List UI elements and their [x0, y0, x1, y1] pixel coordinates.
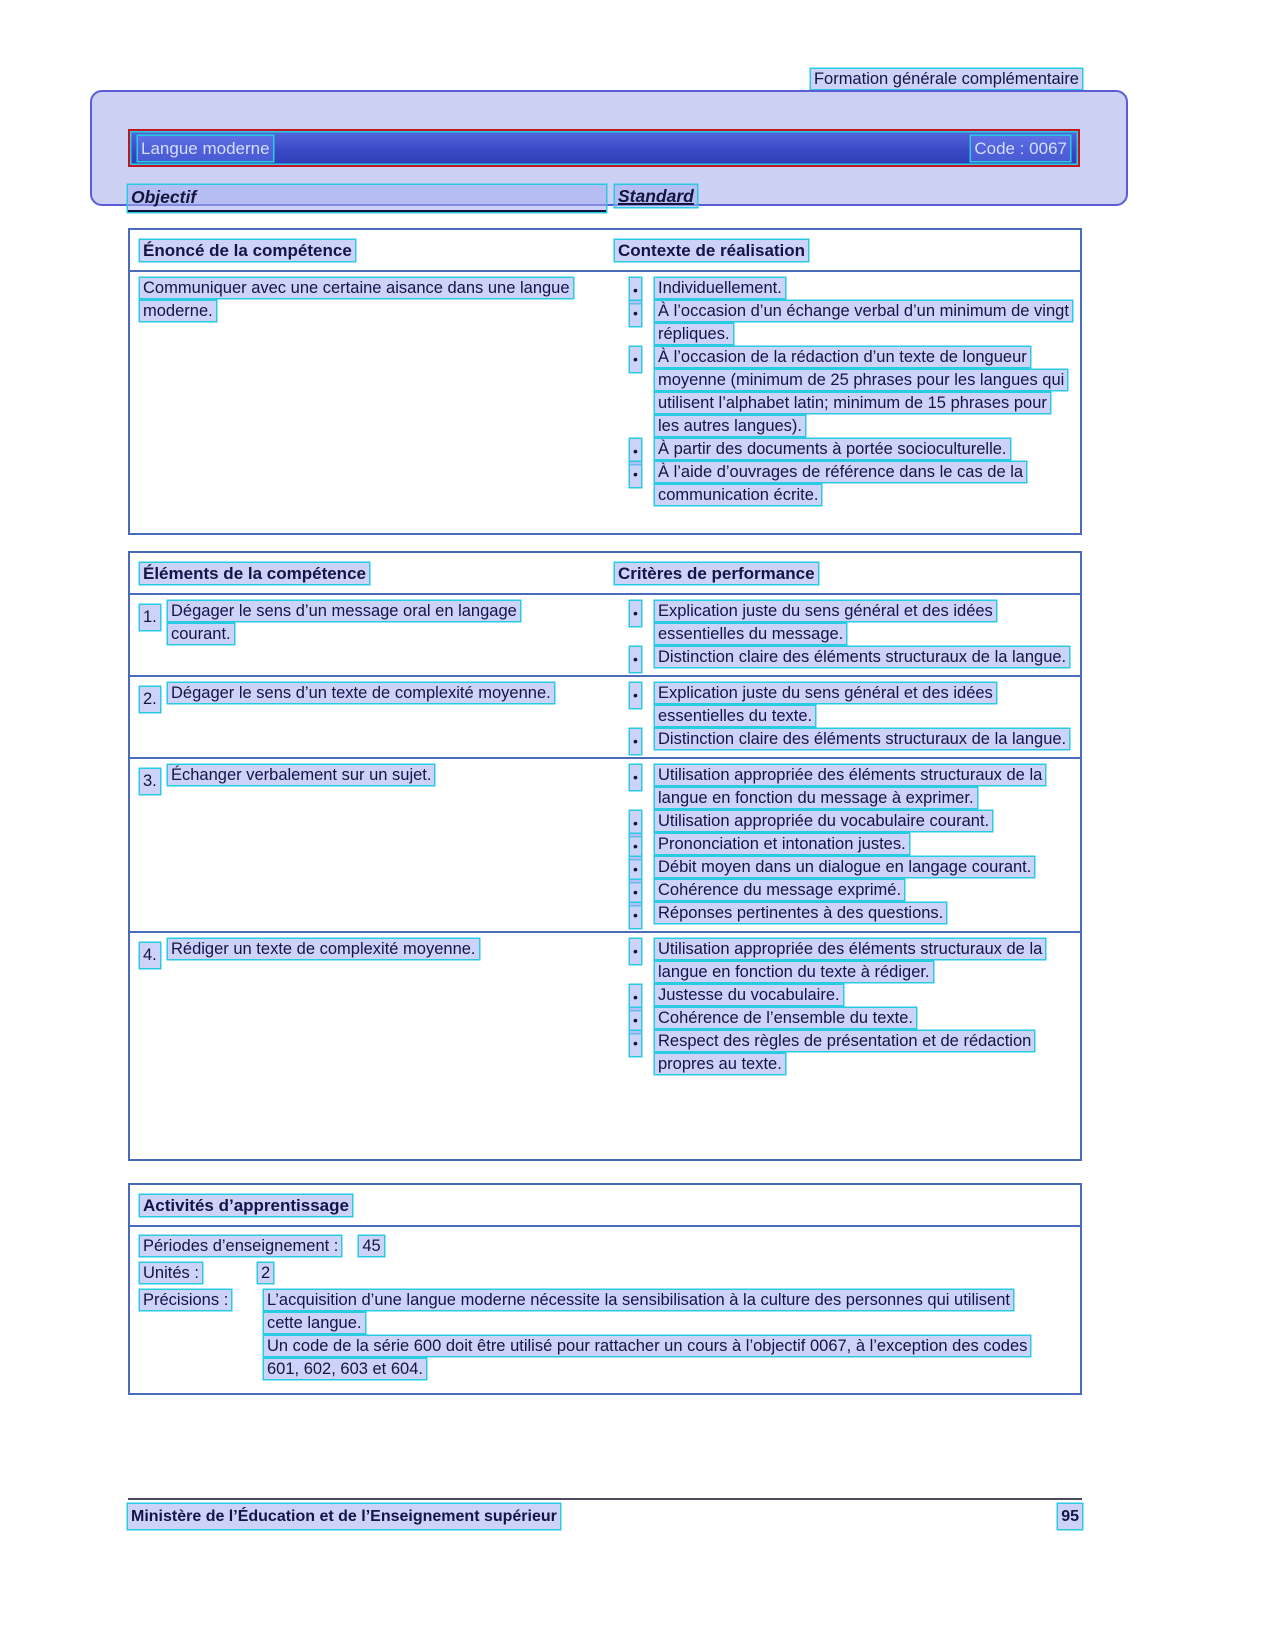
- critere-text: Prononciation et intonation justes.: [655, 834, 909, 854]
- bullet-icon: •: [630, 301, 641, 326]
- element-cell: [130, 938, 615, 1076]
- element-number: 1.: [140, 605, 160, 630]
- critere-text: Utilisation appropriée du vocabulaire courant.: [655, 811, 992, 831]
- element-number: 3.: [140, 769, 160, 794]
- element-text: Échanger verbalement sur un sujet.: [168, 765, 434, 785]
- precisions-label: Précisions :: [140, 1290, 231, 1310]
- bullet-icon: •: [630, 347, 641, 372]
- critere-item: [615, 938, 1070, 984]
- elements-header-right-cell: [615, 562, 1080, 585]
- contexte-cell: [615, 277, 1080, 507]
- criteres-cell: [615, 600, 1080, 669]
- critere-item: [615, 1030, 1070, 1076]
- critere-text: Cohérence de l’ensemble du texte.: [655, 1008, 916, 1028]
- course-code: Code : 0067: [971, 136, 1070, 161]
- competence-cell: [130, 277, 615, 507]
- critere-text: Distinction claire des éléments structuraux de la langue.: [655, 729, 1069, 749]
- header-right-text: Formation générale complémentaire: [811, 69, 1082, 89]
- page-header: [128, 68, 1082, 91]
- elements-header-left-cell: [130, 562, 615, 585]
- critere-item: [615, 600, 1070, 646]
- footer-ministry-text: Ministère de l’Éducation et de l’Enseignement supérieur: [128, 1504, 560, 1529]
- activites-header: Activités d’apprentissage: [140, 1195, 352, 1216]
- element-cell: [130, 600, 615, 669]
- bullet-icon: •: [630, 439, 641, 464]
- critere-text: Respect des règles de présentation et de rédaction propres au texte.: [655, 1031, 1034, 1074]
- elements-table: [128, 551, 1082, 1161]
- critere-text: Débit moyen dans un dialogue en langage courant.: [655, 857, 1034, 877]
- precisions-text: Un code de la série 600 doit être utilisé pour rattacher un cours à l’objectif 0067, à l’exception des codes 601, 602, 603 et 604.: [264, 1336, 1030, 1379]
- critere-item: [615, 856, 1070, 879]
- periodes-value-cell: [359, 1235, 383, 1258]
- contexte-item: [615, 461, 1070, 507]
- criteres-list: [615, 764, 1070, 925]
- precisions-content: [264, 1289, 1034, 1381]
- element-row-4: [130, 931, 1080, 1082]
- bullet-icon: •: [630, 647, 641, 672]
- course-title-bar: [128, 129, 1080, 167]
- precisions-paragraph: [264, 1289, 1034, 1335]
- contexte-item: [615, 346, 1070, 438]
- precisions-label-cell: [130, 1289, 264, 1381]
- criteres-list: [615, 938, 1070, 1076]
- critere-text: Réponses pertinentes à des questions.: [655, 903, 946, 923]
- critere-text: Explication juste du sens général et des idées essentielles du message.: [655, 601, 996, 644]
- bullet-icon: •: [630, 880, 641, 905]
- bullet-icon: •: [630, 278, 641, 303]
- critere-text: Justesse du vocabulaire.: [655, 985, 843, 1005]
- bullet-icon: •: [630, 1008, 641, 1033]
- activites-header-row: [130, 1185, 1080, 1227]
- course-title: Langue moderne: [138, 136, 273, 161]
- criteres-list: [615, 600, 1070, 669]
- bullet-icon: •: [630, 857, 641, 882]
- heading-standard: Standard: [615, 185, 697, 207]
- element-text: Rédiger un texte de complexité moyenne.: [168, 939, 479, 959]
- bullet-icon: •: [630, 939, 641, 964]
- contexte-item: [615, 438, 1070, 461]
- heading-objectif: Objectif: [128, 185, 606, 212]
- critere-item: [615, 728, 1070, 751]
- contexte-item-text: À partir des documents à portée socioculturelle.: [655, 439, 1010, 459]
- unites-label-cell: [130, 1262, 202, 1285]
- critere-text: Utilisation appropriée des éléments structuraux de la langue en fonction du message à exprimer.: [655, 765, 1045, 808]
- criteres-cell: [615, 764, 1080, 925]
- bullet-icon: •: [630, 903, 641, 928]
- bullet-icon: •: [630, 765, 641, 790]
- critere-text: Utilisation appropriée des éléments structuraux de la langue en fonction du texte à rédiger.: [655, 939, 1045, 982]
- element-text: Dégager le sens d’un texte de complexité moyenne.: [168, 683, 554, 703]
- element-row-3: [130, 757, 1080, 931]
- precisions-row: [130, 1287, 1080, 1383]
- element-cell: [130, 682, 615, 751]
- unites-label: Unités :: [140, 1263, 202, 1283]
- section-headings-row: [128, 185, 1082, 212]
- critere-text: Distinction claire des éléments structuraux de la langue.: [655, 647, 1069, 667]
- contexte-item-text: À l’occasion de la rédaction d’un texte de longueur moyenne (minimum de 25 phrases pour les langues qui utilisent l’alphabet latin; minimum de 15 phrases pour les autres langues).: [655, 347, 1067, 436]
- element-number: 4.: [140, 943, 160, 968]
- enonce-table-header-row: [130, 230, 1080, 272]
- criteres-cell: [615, 682, 1080, 751]
- critere-item: [615, 1007, 1070, 1030]
- critere-item: [615, 984, 1070, 1007]
- bullet-icon: •: [630, 462, 641, 487]
- unites-row: [130, 1260, 1080, 1287]
- criteres-cell: [615, 938, 1080, 1076]
- periodes-value: 45: [359, 1236, 383, 1256]
- periodes-label: Périodes d’enseignement :: [140, 1236, 341, 1256]
- enonce-header-left-cell: [130, 239, 615, 262]
- critere-item: [615, 646, 1070, 669]
- heading-standard-cell: [615, 185, 697, 212]
- elements-header-left: Éléments de la compétence: [140, 563, 369, 584]
- bullet-icon: •: [630, 811, 641, 836]
- critere-item: [615, 879, 1070, 902]
- critere-text: Explication juste du sens général et des idées essentielles du texte.: [655, 683, 996, 726]
- bullet-icon: •: [630, 834, 641, 859]
- precisions-paragraph: [264, 1335, 1034, 1381]
- critere-item: [615, 902, 1070, 925]
- bullet-icon: •: [630, 683, 641, 708]
- contexte-item-text: À l’occasion d’un échange verbal d’un minimum de vingt répliques.: [655, 301, 1072, 344]
- critere-item: [615, 682, 1070, 728]
- critere-text: Cohérence du message exprimé.: [655, 880, 904, 900]
- unites-value: 2: [258, 1263, 273, 1283]
- enonce-table: [128, 228, 1082, 535]
- periodes-row: [130, 1233, 1080, 1260]
- periodes-label-cell: [130, 1235, 341, 1258]
- contexte-item-text: Individuellement.: [655, 278, 785, 298]
- unites-value-cell: [258, 1262, 273, 1285]
- footer-page-number: 95: [1058, 1504, 1082, 1529]
- enonce-header-right-cell: [615, 239, 1080, 262]
- precisions-text: L’acquisition d’une langue moderne nécessite la sensibilisation à la culture des personnes qui utilisent cette langue.: [264, 1290, 1013, 1333]
- contexte-item: [615, 300, 1070, 346]
- bullet-icon: •: [630, 601, 641, 626]
- element-row-1: [130, 595, 1080, 675]
- activites-body: [130, 1227, 1080, 1393]
- critere-item: [615, 833, 1070, 856]
- contexte-item-text: À l’aide d’ouvrages de référence dans le cas de la communication écrite.: [655, 462, 1026, 505]
- enonce-header-right: Contexte de réalisation: [615, 240, 808, 261]
- competence-statement: Communiquer avec une certaine aisance dans une langue moderne.: [140, 278, 573, 321]
- element-text: Dégager le sens d’un message oral en langage courant.: [168, 601, 520, 644]
- enonce-body-row: [130, 272, 1080, 513]
- page-footer: [128, 1498, 1082, 1529]
- element-cell: [130, 764, 615, 925]
- contexte-list: [615, 277, 1070, 507]
- bullet-icon: •: [630, 985, 641, 1010]
- heading-objectif-cell: [128, 185, 615, 212]
- enonce-header-left: Énoncé de la compétence: [140, 240, 355, 261]
- critere-item: [615, 764, 1070, 810]
- element-row-2: [130, 675, 1080, 757]
- element-number: 2.: [140, 687, 160, 712]
- elements-header-right: Critères de performance: [615, 563, 818, 584]
- contexte-item: [615, 277, 1070, 300]
- activites-table: [128, 1183, 1082, 1395]
- critere-item: [615, 810, 1070, 833]
- bullet-icon: •: [630, 1031, 641, 1056]
- bullet-icon: •: [630, 729, 641, 754]
- criteres-list: [615, 682, 1070, 751]
- elements-table-header-row: [130, 553, 1080, 595]
